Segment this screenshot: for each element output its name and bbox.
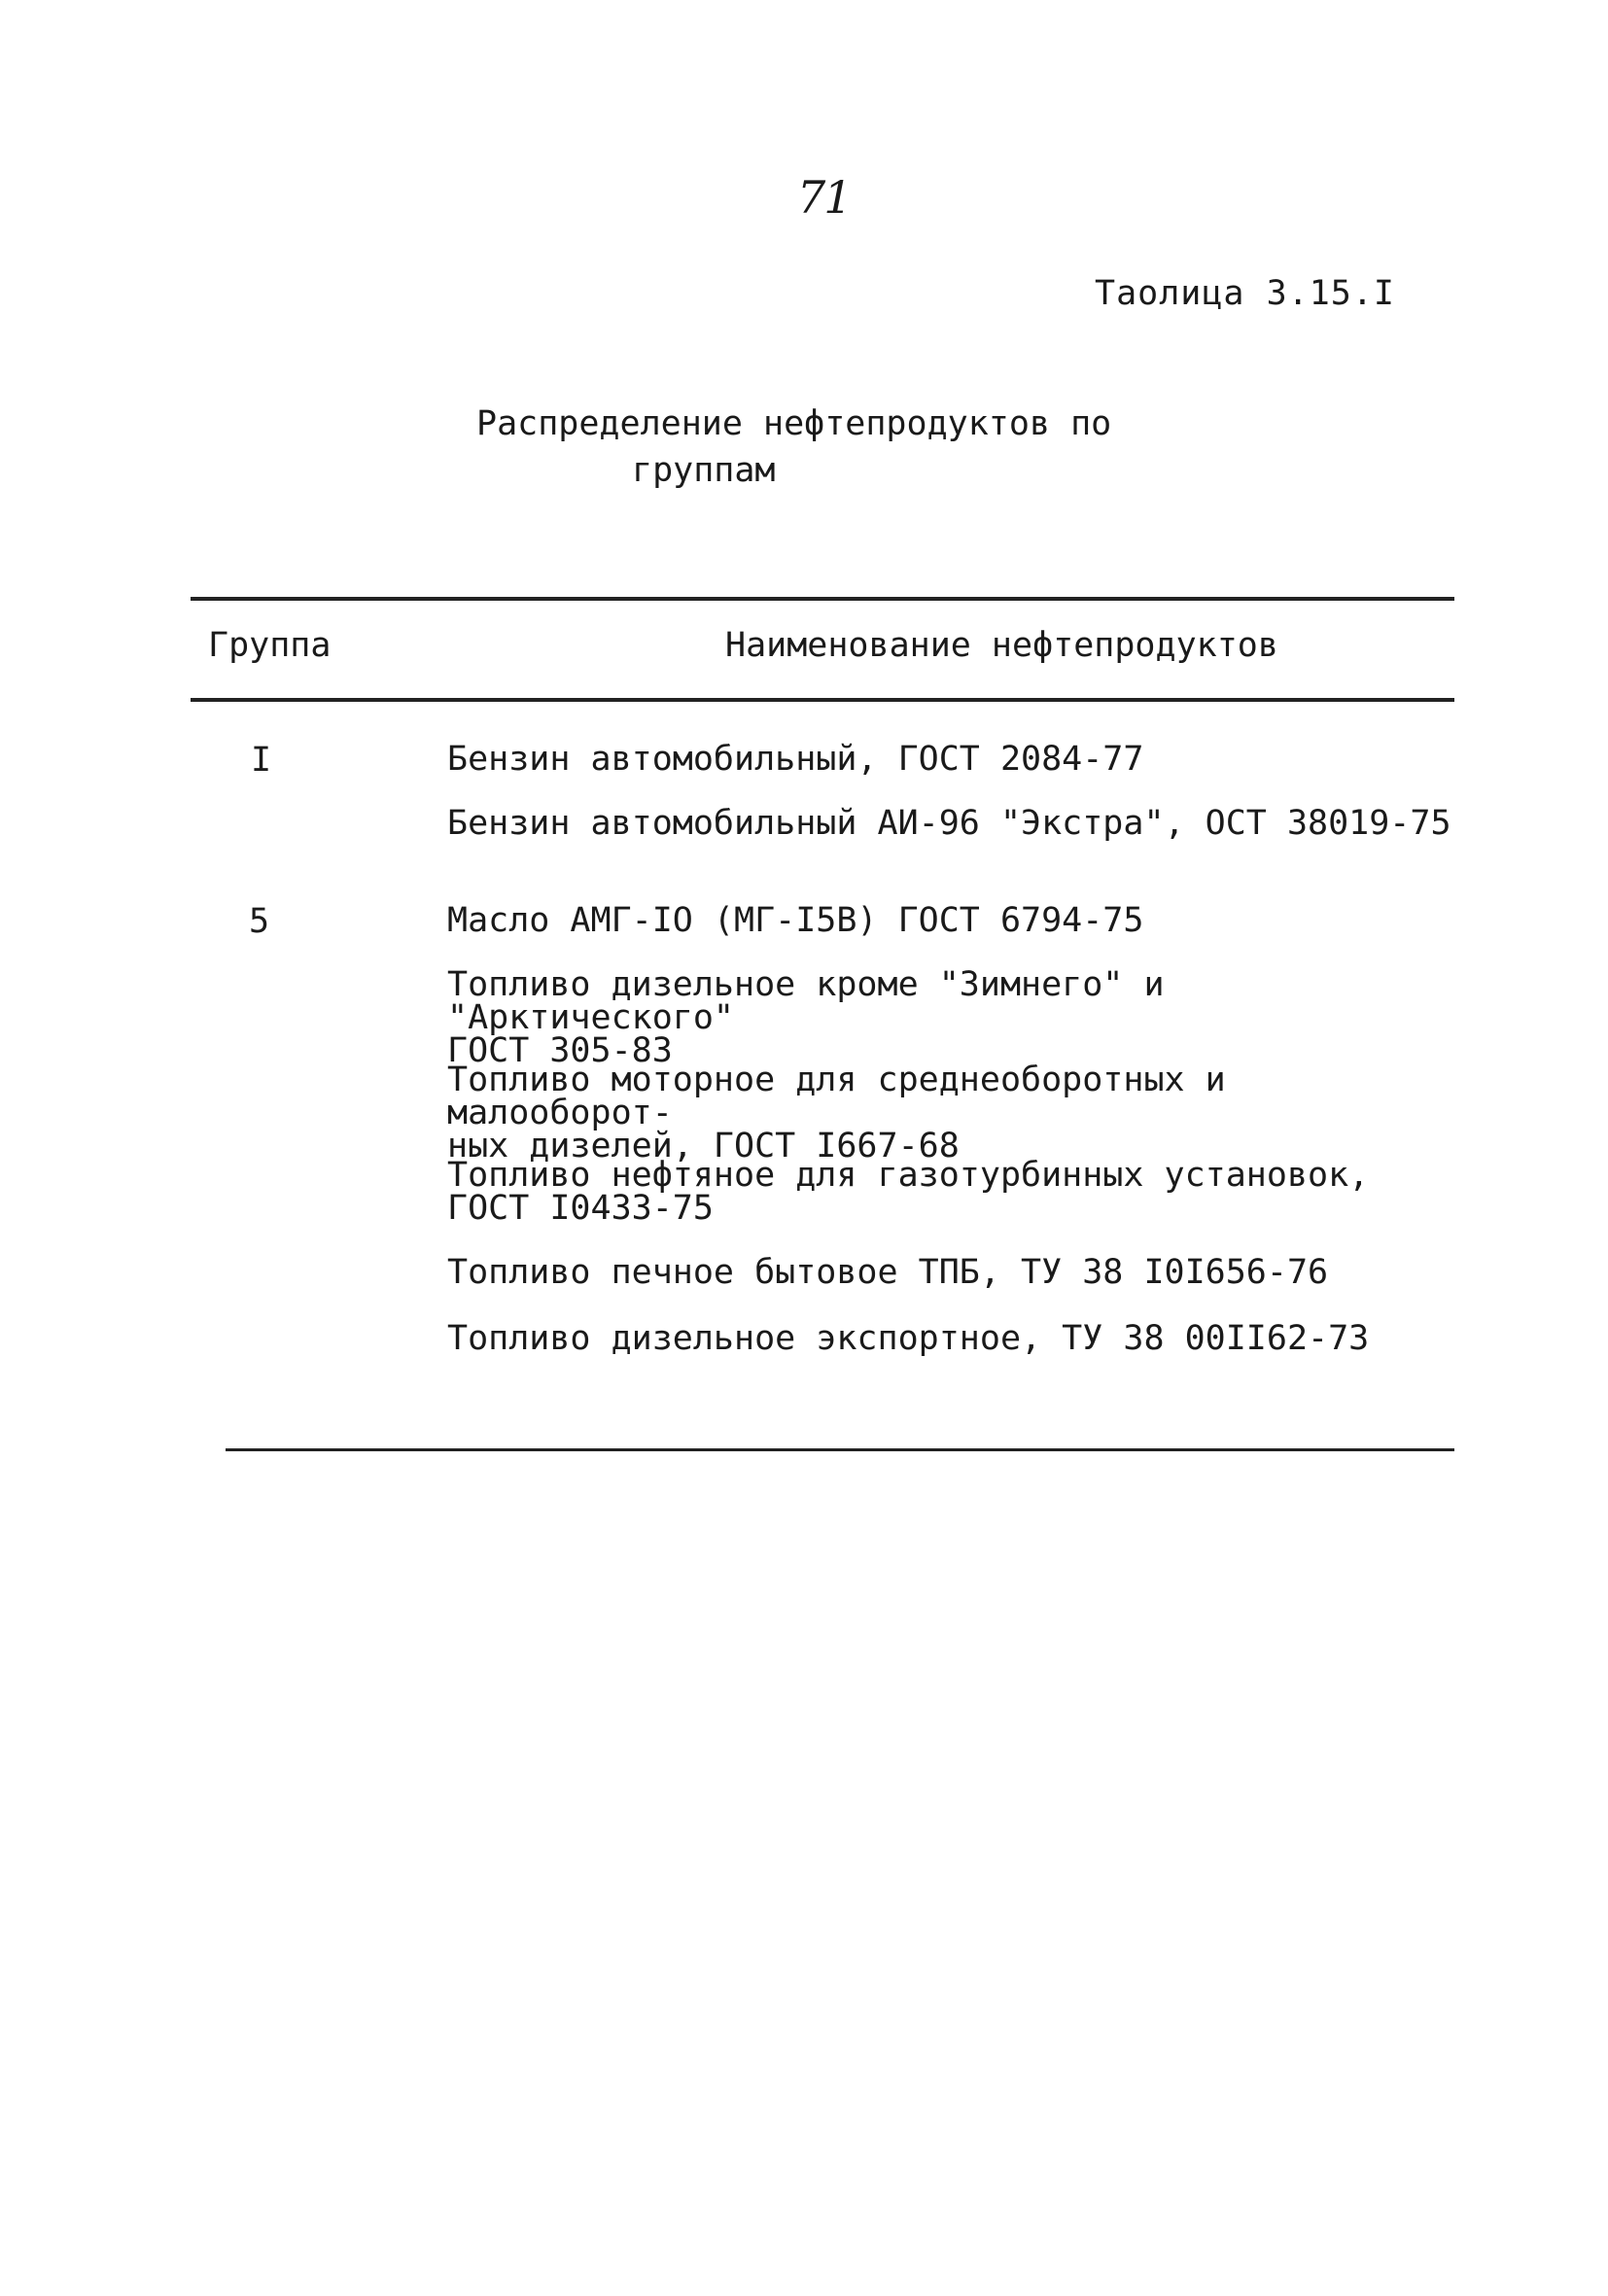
product-entry: Бензин автомобильный, ГОСТ 2084-77 — [447, 740, 1144, 779]
product-entry: Топливо нефтяное для газотурбинных установок, ГОСТ I0433-75 — [447, 1156, 1370, 1228]
table-title — [476, 400, 1157, 494]
product-entry: Топливо моторное для среднеоборотных и малооборот- ных дизелей, ГОСТ I667-68 — [447, 1061, 1226, 1165]
product-entry: Масло АМГ-IO (МГ-I5B) ГОСТ 6794-75 — [447, 901, 1144, 940]
product-entry: Топливо печное бытовое ТПБ, ТУ 38 I0I656-76 — [447, 1253, 1329, 1292]
column-header-name: Наименование нефтепродуктов — [725, 626, 1278, 665]
page-number: 71 — [797, 171, 851, 224]
product-entry: Топливо дизельное кроме "Зимнего" и "Арктического" ГОСТ 305-83 — [447, 965, 1165, 1070]
group-number: I — [251, 741, 272, 780]
column-header-group: Группа — [208, 626, 332, 665]
product-entry: Топливо дизельное экспортное, ТУ 38 00II62-73 — [447, 1319, 1370, 1358]
product-entry: Бензин автомобильный АИ-96 "Экстра", ОСТ 38019-75 — [447, 804, 1451, 843]
table-label: Таолица 3.15.I — [1095, 274, 1396, 313]
table-bottom-rule — [226, 1448, 1454, 1451]
group-number: 5 — [249, 902, 270, 941]
table-header-rule — [191, 698, 1454, 702]
table-title-line2: группам — [632, 451, 776, 490]
table-top-rule — [191, 597, 1454, 601]
table-title-line1: Распределение нефтепродуктов по — [476, 404, 1112, 443]
